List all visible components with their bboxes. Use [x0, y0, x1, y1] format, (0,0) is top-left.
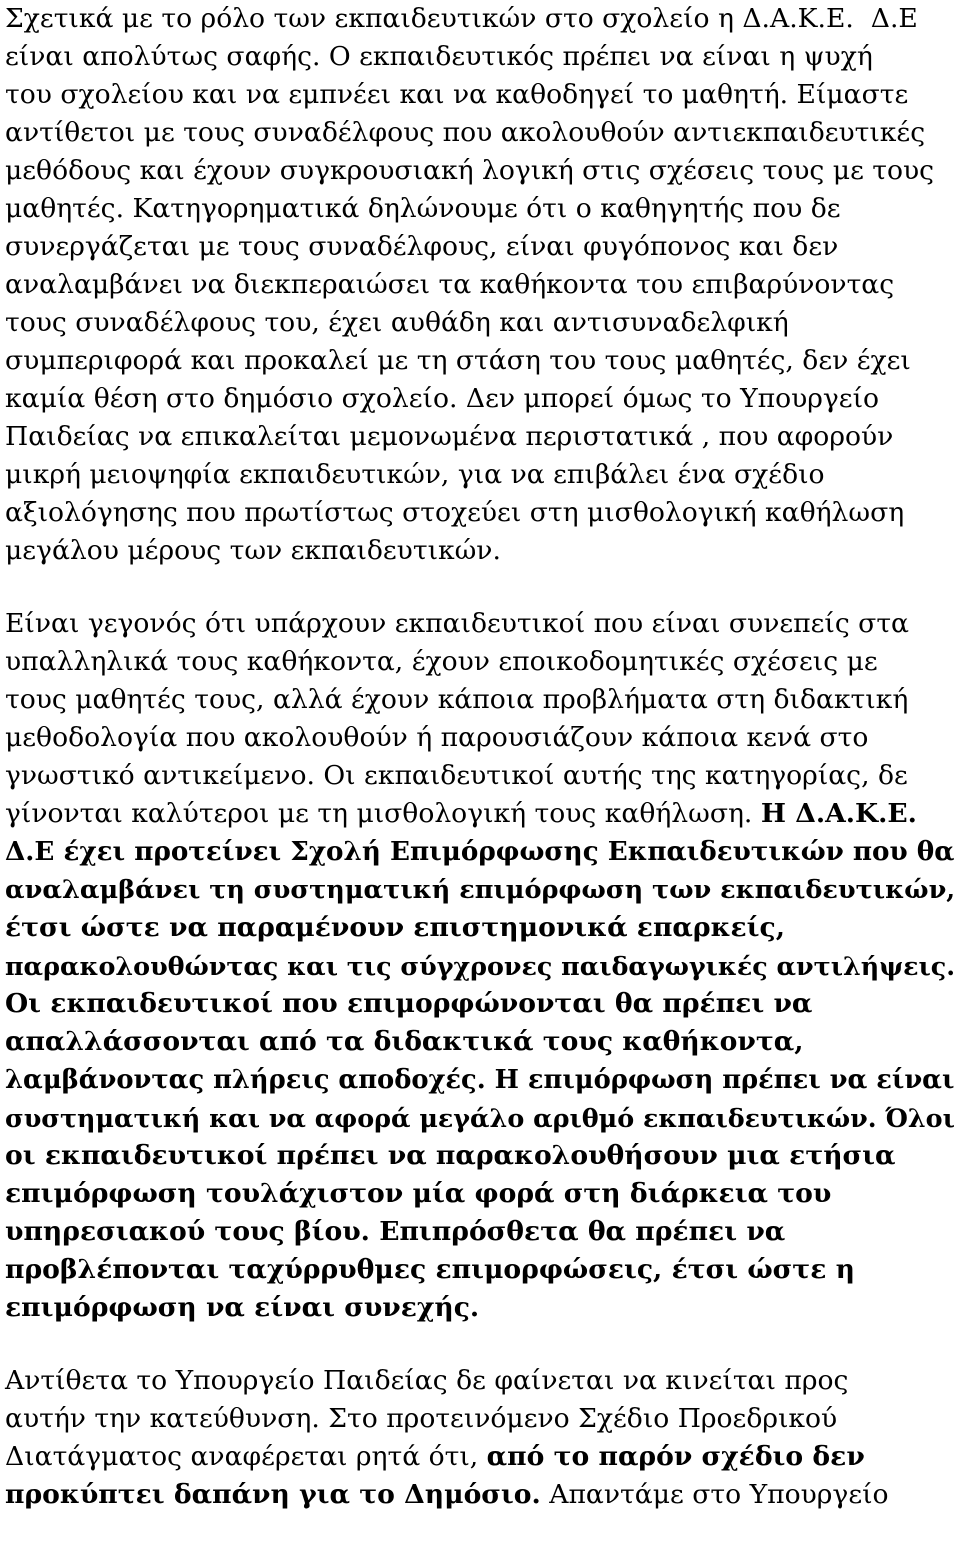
text-segment: αντίθετοι με τους συναδέλφους που ακολουθούν αντιεκπαιδευτικές [5, 117, 926, 148]
text-segment: υπαλληλικά τους καθήκοντα, έχουν εποικοδομητικές σχέσεις με [5, 646, 878, 677]
text-line [5, 1213, 785, 1251]
text-line [5, 719, 868, 757]
bold-text-segment: προκύπτει δαπάνη για το Δημόσιο. [5, 1479, 541, 1510]
text-line [5, 1251, 855, 1289]
text-line [5, 1289, 479, 1327]
text-segment: συνεργάζεται με τους συναδέλφους, είναι φυγόπονος και δεν [5, 231, 839, 262]
text-segment: Είναι γεγονός ότι υπάρχουν εκπαιδευτικοί που είναι συνεπείς στα [5, 608, 910, 639]
bold-text-segment: έτσι ώστε να παραμένουν επιστημονικά επαρκείς, [5, 912, 785, 943]
text-segment: Διατάγματος αναφέρεται ρητά ότι, [5, 1441, 487, 1472]
text-line [5, 418, 893, 456]
bold-text-segment: υπηρεσιακού τους βίου. Επιπρόσθετα θα πρέπει να [5, 1216, 786, 1247]
text-line [5, 757, 908, 795]
text-segment: αυτήν την κατεύθυνση. Στο προτεινόμενο Σχέδιο Προεδρικού [5, 1403, 838, 1434]
text-line [5, 304, 789, 342]
text-line [5, 266, 894, 304]
bold-text-segment: οι εκπαιδευτικοί πρέπει να παρακολουθήσουν μια ετήσια [5, 1140, 896, 1171]
text-line [5, 1438, 865, 1476]
text-segment: μεθόδους και έχουν συγκρουσιακή λογική στις σχέσεις τους με τους [5, 155, 935, 186]
text-line [5, 985, 812, 1023]
bold-text-segment: λαμβάνοντας πλήρεις αποδοχές. Η επιμόρφωση πρέπει να είναι [5, 1065, 955, 1095]
text-segment: Σχετικά με το ρόλο των εκπαιδευτικών στο σχολείο η Δ.Α.Κ.Ε. Δ.Ε [5, 3, 918, 34]
bold-text-segment: αναλαμβάνει τη συστηματική επιμόρφωση των εκπαιδευτικών, [5, 875, 956, 905]
text-segment: αναλαμβάνει να διεκπεραιώσει τα καθήκοντα του επιβαρύνοντας [5, 269, 895, 300]
text-segment: γίνονται καλύτεροι με τη μισθολογική τους καθήλωση. [5, 798, 761, 829]
text-segment: Απαντάμε στο Υπουργείο [540, 1479, 889, 1510]
bold-text-segment: παρακολουθώντας και τις σύγχρονες παιδαγωγικές αντιλήψεις. [5, 951, 956, 981]
text-line [5, 494, 904, 532]
text-segment: συμπεριφορά και προκαλεί με τη στάση του τους μαθητές, δεν έχει [5, 345, 911, 376]
bold-text-segment: επιμόρφωση τουλάχιστον μία φορά στη διάρκεια του [5, 1178, 832, 1209]
text-line [5, 909, 785, 947]
text-segment: αξιολόγησης που πρωτίστως στοχεύει στη μισθολογική καθήλωση [5, 497, 905, 528]
text-line [5, 342, 911, 380]
text-line [5, 380, 879, 418]
text-line [5, 605, 909, 643]
text-segment: τους συναδέλφους του, έχει αυθάδη και αντισυναδελφική [5, 307, 789, 338]
text-line [5, 228, 838, 266]
text-segment: μικρή μειοψηφία εκπαιδευτικών, για να επιβάλει ένα σχέδιο [5, 459, 825, 490]
text-line [5, 1061, 954, 1099]
text-line [5, 0, 918, 38]
text-line [5, 1476, 889, 1514]
text-line [5, 76, 908, 114]
text-line [5, 38, 873, 76]
text-line [5, 532, 501, 570]
text-line [5, 1099, 955, 1137]
bold-text-segment: Οι εκπαιδευτικοί που επιμορφώνονται θα πρέπει να [5, 988, 813, 1019]
bold-text-segment: συστηματική και να αφορά μεγάλο αριθμό εκπαιδευτικών. Όλοι [5, 1103, 955, 1133]
text-line [5, 795, 917, 833]
bold-text-segment: προβλέπονται ταχύρρυθμες επιμορφώσεις, έτσι ώστε η [5, 1254, 855, 1285]
text-segment: του σχολείου και να εμπνέει και να καθοδηγεί το μαθητή. Είμαστε [5, 79, 909, 110]
text-segment: Παιδείας να επικαλείται μεμονωμένα περιστατικά , που αφορούν [5, 421, 894, 452]
text-line [5, 114, 925, 152]
bold-text-segment: επιμόρφωση να είναι συνεχής. [5, 1292, 480, 1323]
text-line [5, 190, 840, 228]
text-line [5, 1400, 837, 1438]
text-segment: Αντίθετα το Υπουργείο Παιδείας δε φαίνεται να κινείται προς [5, 1365, 849, 1396]
text-segment: τους μαθητές τους, αλλά έχουν κάποια προβλήματα στη διδακτική [5, 684, 909, 715]
text-line [5, 1023, 804, 1061]
text-segment: γνωστικό αντικείμενο. Οι εκπαιδευτικοί αυτής της κατηγορίας, δε [5, 760, 908, 791]
text-line [5, 1362, 848, 1400]
text-line [5, 871, 955, 909]
bold-text-segment: από το παρόν σχέδιο δεν [486, 1441, 865, 1472]
text-line [5, 947, 955, 985]
text-line [5, 1175, 831, 1213]
text-line [5, 456, 825, 494]
text-line [5, 681, 908, 719]
bold-text-segment: Η Δ.Α.Κ.Ε. [760, 798, 917, 829]
text-line [5, 643, 878, 681]
text-segment: μεγάλου μέρους των εκπαιδευτικών. [5, 535, 501, 566]
text-line [5, 1137, 896, 1175]
bold-text-segment: απαλλάσσονται από τα διδακτικά τους καθήκοντα, [5, 1026, 804, 1057]
bold-text-segment: Δ.Ε έχει προτείνει Σχολή Επιμόρφωσης Εκπαιδευτικών που θα [5, 836, 955, 867]
text-line [5, 152, 934, 190]
text-segment: μεθοδολογία που ακολουθούν ή παρουσιάζουν κάποια κενά στο [5, 722, 869, 753]
text-segment: μαθητές. Κατηγορηματικά δηλώνουμε ότι ο καθηγητής που δε [5, 193, 841, 224]
text-segment: είναι απολύτως σαφής. Ο εκπαιδευτικός πρέπει να είναι η ψυχή [5, 41, 873, 72]
text-segment: καμία θέση στο δημόσιο σχολείο. Δεν μπορεί όμως το Υπουργείο [5, 383, 880, 414]
text-line [5, 833, 954, 871]
